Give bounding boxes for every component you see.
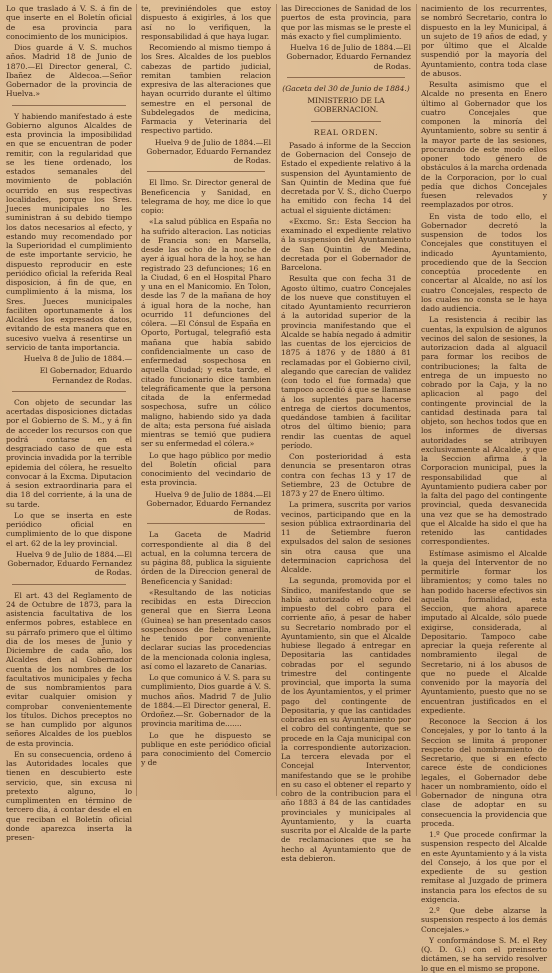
text-column-3	[281, 4, 411, 863]
paragraph: Lo que hago público por medio del Boletín oficial para conocimiento del vecindario de esta provincia.	[141, 450, 271, 488]
signature-line: Huelva 16 de Julio de 1884.—El Gobernador, Eduardo Fernandez de Rodas.	[286, 43, 411, 71]
signature-line: Huelva 9 de Julio de 1884.—El Gobernador, Eduardo Fernandez de Rodas.	[146, 137, 271, 165]
paragraph: «Excmo. Sr.: Esta Seccion ha examinado el expediente relativo á la suspension del Ayuntamiento de San Quintin de Medina, decretada por el Gobernador de Barcelona.	[281, 216, 411, 272]
paragraph: Y habiendo manifestado á este Gobierno algunos Alcaldes de esta provincia la imposibilidad en que se encuentran de poder remitir, con la regularidad que se les tiene ordenado, los estados semanales del movimiento de población ocurrido en sus respectivas localidades, porque los Sres. Jueces municipales no les suministran á su debido tiempo los datos necesarios al efecto, y estando muy recomendado por la Superioridad el cumplimiento de este importante servicio, he dispuesto reproducir en este periódico oficial la referida Real disposicion, á fin de que, en cumplimiento á la misma, los Sres. Jueces municipales faciliten oportunamente á los Alcaldes los expresados datos, evitando de esta manera que en sucesivo vuelva á resentirse un servicio de tanta importancia.	[6, 111, 132, 352]
signature-line: Huelva 9 de Julio de 1884.—El Gobernador, Eduardo Fernandez de Rodas.	[146, 489, 271, 517]
paragraph: Y conformándose S. M. el Rey (Q. D. G.) con el preinserto dictámen, se ha servido resolver lo que en el mismo se propone.	[421, 935, 547, 973]
column-rule	[276, 4, 277, 796]
paragraph: «Resultando de las noticias recibidas en esta Direccion general que en Sierra Leona (Guinea) se han presentado casos sospechosos de fiebre amarilla, he tenido por conveniente declarar sucias las procedencias de la mencionada colonia inglesa, así como el lazareto de Canarias.	[141, 587, 271, 671]
paragraph: 1.º Que procede confirmar la suspension respecto del Alcalde en este Ayuntamiento y á la vista del Consejo, á los que por el expediente de su gestion remítase al Juzgado de primera instancia para los efectos de su exigencia.	[421, 830, 547, 904]
section-divider	[311, 121, 381, 122]
paragraph: te, previniéndoles que estoy dispuesto á exigirles, á los que así no lo verifiquen, la responsabilidad á que haya lugar.	[141, 4, 271, 41]
paragraph: Con posterioridad á esta denuncia se presentaron otras contra con fechas 13 y 17 de Setiembre, 23 de Octubre de 1873 y 27 de Enero último.	[281, 452, 411, 498]
paragraph: Lo que comunico á V. S. para su cumplimiento, Dios guarde á V. S. muchos años. Madrid 7 de Julio de 1884.—El Director general, E. Ordoñez.—Sr. Gobernador de la provincia marítima de.......	[141, 673, 271, 729]
ministry-heading: MINISTERIO DE LA GOBERNACION.	[307, 96, 385, 115]
paragraph: 2.º Que debe alzarse la suspension respecto á los demás Concejales.»	[421, 906, 547, 934]
paragraph: La primera, suscrita por varios vecinos, participando que en la sesion pública extraordinaria del 11 de Setiembre fueron expulsados del salon de sesiones sin otra causa que una determinacion caprichosa del Alcalde.	[281, 500, 411, 574]
paragraph: El art. 43 del Reglamento de 24 de Octubre de 1873, para la asistencia facultativa de los enfermos pobres, establece en su párrafo primero que el último dia de los meses de Junio y Diciembre de cada año, los Alcaldes den al Gobernador cuenta de los nombres de los facultativos municipales y fecha de sus nombramientos para evitar cualquier omision y comprobar convenientemente los títulos. Dichos preceptos no se han cumplido por algunos señores Alcaldes de los pueblos de esta provincia.	[6, 590, 132, 748]
paragraph: La Gaceta de Madrid correspondiente al dia 8 del actual, en la columna tercera de su página 88, publica la siguiente órden de la Direccion general de Beneficencia y Sanidad:	[141, 530, 271, 586]
text-column-1	[6, 4, 132, 842]
section-divider	[287, 77, 405, 78]
column-rule	[416, 4, 417, 796]
paragraph: Resulta asimismo que el Alcalde no presenta en Enero último al Gobernador que los cuatro Concejales que componen la minoría del Ayuntamiento, sobre su sentir á la mayor parte de las sesiones, procurando de este modo ellos oponer todo género de obstáculos á la marcha ordenada de la Corporacion, por lo cual pedía que dichos Concejales fuesen relevados y reemplazados por otros.	[421, 80, 547, 210]
paragraph: Pasado á informe de la Seccion de Gobernacion del Consejo de Estado el expediente relativo á la suspension del Ayuntamiento de San Quintin de Medina que fué decretada por V. S., dicho Cuerpo ha emitido con fecha 14 del actual el siguiente dictámen:	[281, 140, 411, 215]
signature-line: El Gobernador, Eduardo Fernandez de Rodas.	[39, 366, 132, 385]
signature-line: Huelva 9 de Julio de 1884.—El Gobernador, Eduardo Fernandez de Rodas.	[7, 549, 132, 578]
column-rule	[136, 4, 137, 796]
paragraph: En vista de todo ello, el Gobernador decretó la suspension de todos los Concejales que constituyen el indicado Ayuntamiento, procediendo que de la Seccion conceptúa procedente en concertar al Alcalde, no así los cuatro Concejales, respecto de los cuales no consta se le haya dado audiencia.	[421, 211, 547, 313]
section-divider	[12, 105, 126, 106]
paragraph: nacimiento de los recurrentes, se nombró Secretario, contra lo dispuesto en la ley Municipal, á un sujeto de 19 años de edad, y por último que el Alcalde suspendió por la mayoría del Ayuntamiento, contra toda clase de abusos.	[421, 4, 547, 78]
paragraph: La resistencia á recibir las cuentas, la expulsion de algunos vecinos del salon de sesiones, la autorizacion dada al alguacil para formar los recibos de contribuciones; la falta de entrega de un impuesto no cobrado por la Caja, y la no aplicacion al pago del contingente provincial de la cantidad destinada para tal objeto, son hechos todos que en los informes de diversas autoridades se atribuyen exclusivamente al Alcalde, y que la Seccion afirma á la Corporacion municipal, pues la responsabilidad que al Ayuntamiento pudiera caber por la falta del pago del contingente provincial, queda desvanecida una vez que se ha demostrado que el Alcalde ha sido el que ha retenido las cantidades correspondientes.	[421, 315, 547, 547]
paragraph: las Direcciones de Sanidad de los puertos de esta provincia, para que por las mismas se le preste el más exacto y fiel cumplimiento.	[281, 4, 411, 41]
paragraph: Lo que he dispuesto se publique en este periódico oficial para conocimiento del Comercio y de	[141, 730, 271, 768]
paragraph: Recomiendo al mismo tiempo á los Sres. Alcaldes de los pueblos cabezas de partido judicial, remitan tambien relacion expresiva de las alteraciones que hayan ocurrido durante el último semestre en el personal de Subdelegados de medicina, Farmacia y Veterinaria del respectivo partido.	[141, 43, 271, 136]
paragraph: Estímase asimismo el Alcalde la queja del Interventor de no permitirle formar los libramientos; y como tales no han podido hacerse efectivos sin aquella formalidad, esta Seccion, que ahora aparece imputado al Alcalde, sólo puede exigirse, considerada, al Depositario. Tampoco cabe apreciar la queja referente al nombramiento ilegal de Secretario, ni á los abusos de que no puede el Alcalde convenido por la mayoría del Ayuntamiento, puesto que no se encuentran justificados en el expediente.	[421, 548, 547, 715]
paragraph: La segunda, promovida por el Síndico, manifestando que se había autorizado el cobro del impuesto del cobro para el corriente año, á pesar de haber su Secretario nombrado por el Ayuntamiento, sin que el Alcalde hubiese llegado á entregar en Depositaria las cantidades cobradas por el segundo trimestre del contingente provincial, que importa la suma de los Ayuntamientos, y el primer pago del contingente de Depositaria, y que las cantidades cobradas en su Ayuntamiento por el cobro del contingente, que se procede en la Caja municipal con la correspondiente autorizacion. La tercera elevada por el Concejal Interventor, manifestando que se le prohibe en su caso el obtener el reparto y cobro de la contribucion para el año 1883 á 84 de las cantidades provinciales y municipales al Ayuntamiento, y la cuarta suscrita por el Alcalde de la parte de reclamaciones que se ha hecho al Ayuntamiento que de esta debieron.	[281, 576, 411, 863]
signature-line: Huelva 8 de Julio de 1884.—	[23, 354, 132, 363]
section-divider	[147, 523, 265, 524]
paragraph: Con objeto de secundar las acertadas disposiciones dictadas por el Gobierno de S. M., y á fin de acceder los recursos con que podrá contarse en el desgraciado caso de que esta provincia invadida por la terrible epidemia del cólera, he resuelto convocar á la Excma. Diputacion á sesion extraordinaria para el dia 18 del corriente, á la una de su tarde.	[6, 397, 132, 509]
text-column-4	[421, 4, 547, 973]
section-divider	[12, 584, 126, 585]
paragraph: En su consecuencia, ordeno á las Autoridades locales que tienen en descubierto este servicio, que, sin excusa ni pretexto alguno, lo cumplimenten en término de tercero dia, á contar desde el en que reciban el Boletín oficial donde aparezca inserta la presen-	[6, 749, 132, 842]
section-divider	[12, 391, 126, 392]
gazette-date: (Gaceta del 30 de Junio de 1884.)	[282, 83, 410, 93]
paragraph: Lo que se inserta en este periódico oficial en cumplimiento de lo que dispone el art. 62 de la ley provincial.	[6, 510, 132, 548]
paragraph: Resulta que con fecha 31 de Agosto último, cuatro Concejales de los nueve que constituyen el citado Ayuntamiento recurrieron á la autoridad superior de la provincia manifestando que el Alcalde se había negado á admitir las cuentas de los ejercicios de 1875 á 1876 y de 1880 á 81 reclamadas por el Gobierno civil, alegando que carecían de validez (con todo el fue formada) que tampoco accedió á que se llamase á los suplentes para hacerse entrega de ciertos documentos, quedándose tambien á facilitar otros del último bienio; para rendir las cuentas de aquel período.	[281, 274, 411, 450]
paragraph: Dios guarde á V. S. muchos años. Madrid 18 de Junio de 1870.—El Director general, C. Ibañez de Aldecoa.—Señor Gobernador de la provincia de Huelva.»	[6, 43, 132, 99]
paragraph: «La salud pública en España no ha sufrido alteracion. Las noticias de Francia son: en Marsella, desde las ocho de la noche de ayer á igual hora de la hoy, se han registrado 23 defunciones; 16 en la Ciudad, 6 en el Hospital Pharo y una en el Manicomio. En Tolon, desde las 7 de la mañana de hoy á igual hora de la noche, han ocurrido 11 defunciones del cólera. —El Cónsul de España en Oporto, Portugal, telegrafió esta mañana que había sabido confidencialmente un caso de enfermedad sospechosa en aquella Ciudad; y esta tarde, el citado funcionario dice tambien telegráficamente que la persona citada de la enfermedad sospechosa, sufre un cólico maligno, habiendo sido ya dada de alta; esta persona fué aislada mientras se temió que pudiera ser su enfermedad el cólera.»	[141, 217, 271, 449]
text-column-2	[141, 4, 271, 796]
paragraph: El Ilmo. Sr. Director general de Beneficencia y Sanidad, en telegrama de hoy, me dice lo que copio:	[141, 178, 271, 215]
paragraph: Reconoce la Seccion á los Concejales, y por lo tanto á la Seccion se limita á proponer respecto del nombramiento de Secretario, que si en efecto carece éste de condiciones legales, el Gobernador debe hacer un nombramiento, oído el Gobernador de ninguna otra clase de adoptar en su consecuencia la providencia que proceda.	[421, 717, 547, 828]
section-divider	[147, 171, 265, 172]
section-heading: REAL ORDEN.	[313, 127, 379, 137]
paragraph: Lo que traslado á V. S. á fin de que inserte en el Boletín oficial de esa provincia para conocimiento de los municipios.	[6, 4, 132, 41]
